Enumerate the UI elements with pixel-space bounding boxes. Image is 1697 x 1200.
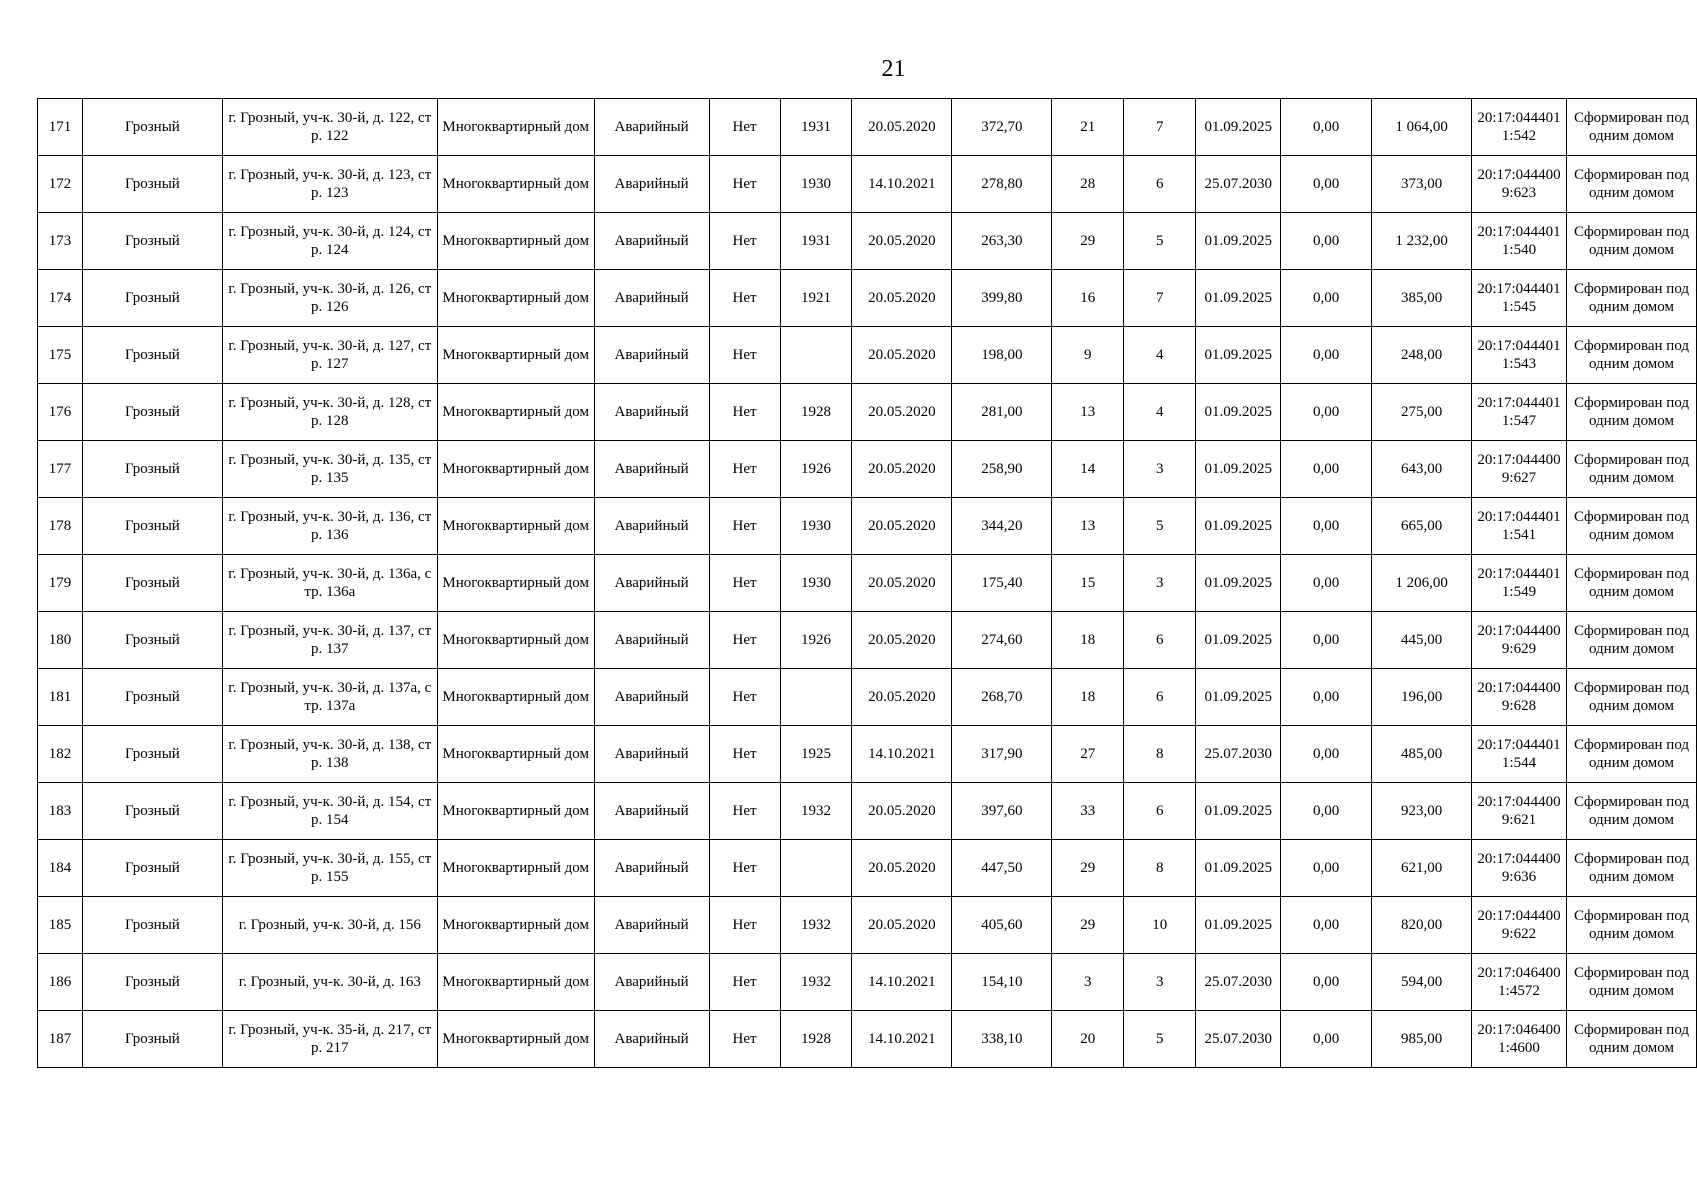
year-built-cell	[780, 840, 852, 897]
resettlement-deadline-cell: 25.07.2030	[1196, 954, 1281, 1011]
year-built-cell: 1931	[780, 213, 852, 270]
residents-cell: 27	[1052, 726, 1124, 783]
residents-cell: 9	[1052, 327, 1124, 384]
area-value-cell: 0,00	[1281, 555, 1372, 612]
condition-cell: Аварийный	[594, 498, 709, 555]
city-cell: Грозный	[82, 840, 222, 897]
flag-cell: Нет	[709, 270, 780, 327]
condition-cell: Аварийный	[594, 441, 709, 498]
recognition-date-cell: 20.05.2020	[852, 612, 952, 669]
table-row	[38, 498, 1697, 555]
cadastral-number-cell: 20:17:0444011:541	[1472, 498, 1567, 555]
recognition-date-cell: 14.10.2021	[852, 954, 952, 1011]
resettlement-deadline-cell: 01.09.2025	[1196, 99, 1281, 156]
land-area-cell: 275,00	[1372, 384, 1472, 441]
floor-area-cell: 268,70	[952, 669, 1052, 726]
flag-cell: Нет	[709, 897, 780, 954]
area-value-cell: 0,00	[1281, 783, 1372, 840]
row-number-cell: 172	[38, 156, 83, 213]
residents-cell: 20	[1052, 1011, 1124, 1068]
condition-cell: Аварийный	[594, 783, 709, 840]
cadastral-number-cell: 20:17:0444011:542	[1472, 99, 1567, 156]
land-status-cell: Сформирован под одним домом	[1566, 1011, 1696, 1068]
cadastral-number-cell: 20:17:0464001:4600	[1472, 1011, 1567, 1068]
table-row	[38, 612, 1697, 669]
cadastral-number-cell: 20:17:0444011:549	[1472, 555, 1567, 612]
table-row	[38, 441, 1697, 498]
address-cell: г. Грозный, уч-к. 30-й, д. 127, стр. 127	[222, 327, 437, 384]
city-cell: Грозный	[82, 612, 222, 669]
table-row	[38, 270, 1697, 327]
floor-area-cell: 405,60	[952, 897, 1052, 954]
city-cell: Грозный	[82, 555, 222, 612]
recognition-date-cell: 14.10.2021	[852, 1011, 952, 1068]
building-type-cell: Многоквартирный дом	[437, 441, 594, 498]
area-value-cell: 0,00	[1281, 726, 1372, 783]
building-type-cell: Многоквартирный дом	[437, 270, 594, 327]
land-area-cell: 445,00	[1372, 612, 1472, 669]
cadastral-number-cell: 20:17:0444011:545	[1472, 270, 1567, 327]
land-area-cell: 1 206,00	[1372, 555, 1472, 612]
table-row	[38, 726, 1697, 783]
land-status-cell: Сформирован под одним домом	[1566, 99, 1696, 156]
row-number-cell: 184	[38, 840, 83, 897]
land-area-cell: 665,00	[1372, 498, 1472, 555]
floor-area-cell: 175,40	[952, 555, 1052, 612]
city-cell: Грозный	[82, 1011, 222, 1068]
address-cell: г. Грозный, уч-к. 30-й, д. 163	[222, 954, 437, 1011]
flag-cell: Нет	[709, 384, 780, 441]
apartments-cell: 7	[1124, 270, 1196, 327]
land-status-cell: Сформирован под одним домом	[1566, 954, 1696, 1011]
building-type-cell: Многоквартирный дом	[437, 213, 594, 270]
address-cell: г. Грозный, уч-к. 30-й, д. 155, стр. 155	[222, 840, 437, 897]
year-built-cell: 1930	[780, 498, 852, 555]
apartments-cell: 4	[1124, 327, 1196, 384]
table-row	[38, 384, 1697, 441]
row-number-cell: 181	[38, 669, 83, 726]
area-value-cell: 0,00	[1281, 156, 1372, 213]
cadastral-number-cell: 20:17:0444011:547	[1472, 384, 1567, 441]
building-type-cell: Многоквартирный дом	[437, 327, 594, 384]
flag-cell: Нет	[709, 99, 780, 156]
land-status-cell: Сформирован под одним домом	[1566, 213, 1696, 270]
cadastral-number-cell: 20:17:0444011:540	[1472, 213, 1567, 270]
land-area-cell: 621,00	[1372, 840, 1472, 897]
land-area-cell: 196,00	[1372, 669, 1472, 726]
residents-cell: 13	[1052, 384, 1124, 441]
address-cell: г. Грозный, уч-к. 30-й, д. 126, стр. 126	[222, 270, 437, 327]
table-row	[38, 1011, 1697, 1068]
building-type-cell: Многоквартирный дом	[437, 99, 594, 156]
address-cell: г. Грозный, уч-к. 30-й, д. 154, стр. 154	[222, 783, 437, 840]
land-area-cell: 985,00	[1372, 1011, 1472, 1068]
land-status-cell: Сформирован под одним домом	[1566, 897, 1696, 954]
row-number-cell: 186	[38, 954, 83, 1011]
land-status-cell: Сформирован под одним домом	[1566, 555, 1696, 612]
city-cell: Грозный	[82, 270, 222, 327]
floor-area-cell: 258,90	[952, 441, 1052, 498]
floor-area-cell: 397,60	[952, 783, 1052, 840]
recognition-date-cell: 20.05.2020	[852, 669, 952, 726]
apartments-cell: 8	[1124, 726, 1196, 783]
resettlement-deadline-cell: 01.09.2025	[1196, 555, 1281, 612]
floor-area-cell: 263,30	[952, 213, 1052, 270]
recognition-date-cell: 20.05.2020	[852, 840, 952, 897]
year-built-cell: 1932	[780, 954, 852, 1011]
cadastral-number-cell: 20:17:0444009:621	[1472, 783, 1567, 840]
resettlement-deadline-cell: 01.09.2025	[1196, 270, 1281, 327]
row-number-cell: 183	[38, 783, 83, 840]
resettlement-deadline-cell: 01.09.2025	[1196, 669, 1281, 726]
resettlement-deadline-cell: 01.09.2025	[1196, 441, 1281, 498]
flag-cell: Нет	[709, 156, 780, 213]
row-number-cell: 176	[38, 384, 83, 441]
address-cell: г. Грозный, уч-к. 30-й, д. 156	[222, 897, 437, 954]
cadastral-number-cell: 20:17:0444009:628	[1472, 669, 1567, 726]
land-area-cell: 923,00	[1372, 783, 1472, 840]
resettlement-deadline-cell: 25.07.2030	[1196, 726, 1281, 783]
building-type-cell: Многоквартирный дом	[437, 1011, 594, 1068]
year-built-cell: 1930	[780, 156, 852, 213]
building-type-cell: Многоквартирный дом	[437, 897, 594, 954]
recognition-date-cell: 20.05.2020	[852, 213, 952, 270]
area-value-cell: 0,00	[1281, 99, 1372, 156]
area-value-cell: 0,00	[1281, 498, 1372, 555]
table-row	[38, 555, 1697, 612]
apartments-cell: 3	[1124, 555, 1196, 612]
area-value-cell: 0,00	[1281, 1011, 1372, 1068]
resettlement-deadline-cell: 01.09.2025	[1196, 327, 1281, 384]
apartments-cell: 6	[1124, 669, 1196, 726]
land-status-cell: Сформирован под одним домом	[1566, 441, 1696, 498]
condition-cell: Аварийный	[594, 327, 709, 384]
city-cell: Грозный	[82, 156, 222, 213]
land-area-cell: 248,00	[1372, 327, 1472, 384]
floor-area-cell: 338,10	[952, 1011, 1052, 1068]
year-built-cell: 1928	[780, 384, 852, 441]
row-number-cell: 182	[38, 726, 83, 783]
land-status-cell: Сформирован под одним домом	[1566, 840, 1696, 897]
city-cell: Грозный	[82, 441, 222, 498]
city-cell: Грозный	[82, 498, 222, 555]
apartments-cell: 10	[1124, 897, 1196, 954]
building-type-cell: Многоквартирный дом	[437, 498, 594, 555]
condition-cell: Аварийный	[594, 213, 709, 270]
table-row	[38, 783, 1697, 840]
city-cell: Грозный	[82, 954, 222, 1011]
row-number-cell: 174	[38, 270, 83, 327]
residents-cell: 29	[1052, 840, 1124, 897]
residents-cell: 13	[1052, 498, 1124, 555]
cadastral-number-cell: 20:17:0444011:544	[1472, 726, 1567, 783]
recognition-date-cell: 20.05.2020	[852, 270, 952, 327]
land-status-cell: Сформирован под одним домом	[1566, 669, 1696, 726]
city-cell: Грозный	[82, 897, 222, 954]
floor-area-cell: 344,20	[952, 498, 1052, 555]
address-cell: г. Грозный, уч-к. 30-й, д. 128, стр. 128	[222, 384, 437, 441]
building-type-cell: Многоквартирный дом	[437, 840, 594, 897]
row-number-cell: 187	[38, 1011, 83, 1068]
flag-cell: Нет	[709, 840, 780, 897]
area-value-cell: 0,00	[1281, 897, 1372, 954]
year-built-cell: 1931	[780, 99, 852, 156]
condition-cell: Аварийный	[594, 726, 709, 783]
apartments-cell: 3	[1124, 954, 1196, 1011]
cadastral-number-cell: 20:17:0444009:623	[1472, 156, 1567, 213]
building-type-cell: Многоквартирный дом	[437, 954, 594, 1011]
address-cell: г. Грозный, уч-к. 30-й, д. 122, стр. 122	[222, 99, 437, 156]
resettlement-deadline-cell: 01.09.2025	[1196, 384, 1281, 441]
building-type-cell: Многоквартирный дом	[437, 612, 594, 669]
year-built-cell	[780, 327, 852, 384]
residents-cell: 3	[1052, 954, 1124, 1011]
recognition-date-cell: 20.05.2020	[852, 555, 952, 612]
recognition-date-cell: 20.05.2020	[852, 327, 952, 384]
apartments-cell: 6	[1124, 156, 1196, 213]
year-built-cell: 1925	[780, 726, 852, 783]
condition-cell: Аварийный	[594, 954, 709, 1011]
apartments-cell: 3	[1124, 441, 1196, 498]
address-cell: г. Грозный, уч-к. 30-й, д. 138, стр. 138	[222, 726, 437, 783]
area-value-cell: 0,00	[1281, 384, 1372, 441]
apartments-cell: 5	[1124, 498, 1196, 555]
address-cell: г. Грозный, уч-к. 30-й, д. 137а, стр. 137а	[222, 669, 437, 726]
land-status-cell: Сформирован под одним домом	[1566, 270, 1696, 327]
condition-cell: Аварийный	[594, 612, 709, 669]
residents-cell: 29	[1052, 897, 1124, 954]
table-row	[38, 954, 1697, 1011]
flag-cell: Нет	[709, 669, 780, 726]
city-cell: Грозный	[82, 213, 222, 270]
apartments-cell: 4	[1124, 384, 1196, 441]
year-built-cell	[780, 669, 852, 726]
recognition-date-cell: 20.05.2020	[852, 384, 952, 441]
resettlement-deadline-cell: 01.09.2025	[1196, 840, 1281, 897]
area-value-cell: 0,00	[1281, 612, 1372, 669]
area-value-cell: 0,00	[1281, 327, 1372, 384]
row-number-cell: 185	[38, 897, 83, 954]
floor-area-cell: 399,80	[952, 270, 1052, 327]
flag-cell: Нет	[709, 327, 780, 384]
flag-cell: Нет	[709, 498, 780, 555]
address-cell: г. Грозный, уч-к. 30-й, д. 135, стр. 135	[222, 441, 437, 498]
land-status-cell: Сформирован под одним домом	[1566, 612, 1696, 669]
row-number-cell: 171	[38, 99, 83, 156]
recognition-date-cell: 14.10.2021	[852, 726, 952, 783]
flag-cell: Нет	[709, 1011, 780, 1068]
recognition-date-cell: 20.05.2020	[852, 897, 952, 954]
area-value-cell: 0,00	[1281, 441, 1372, 498]
land-status-cell: Сформирован под одним домом	[1566, 726, 1696, 783]
apartments-cell: 8	[1124, 840, 1196, 897]
building-type-cell: Многоквартирный дом	[437, 726, 594, 783]
building-type-cell: Многоквартирный дом	[437, 384, 594, 441]
city-cell: Грозный	[82, 726, 222, 783]
building-type-cell: Многоквартирный дом	[437, 156, 594, 213]
residents-cell: 18	[1052, 669, 1124, 726]
apartments-cell: 5	[1124, 1011, 1196, 1068]
land-area-cell: 1 064,00	[1372, 99, 1472, 156]
row-number-cell: 175	[38, 327, 83, 384]
year-built-cell: 1926	[780, 612, 852, 669]
flag-cell: Нет	[709, 213, 780, 270]
land-area-cell: 594,00	[1372, 954, 1472, 1011]
residents-cell: 14	[1052, 441, 1124, 498]
city-cell: Грозный	[82, 327, 222, 384]
address-cell: г. Грозный, уч-к. 30-й, д. 137, стр. 137	[222, 612, 437, 669]
row-number-cell: 180	[38, 612, 83, 669]
flag-cell: Нет	[709, 783, 780, 840]
table-row	[38, 897, 1697, 954]
land-area-cell: 1 232,00	[1372, 213, 1472, 270]
row-number-cell: 173	[38, 213, 83, 270]
housing-registry-table	[37, 98, 1697, 1068]
flag-cell: Нет	[709, 555, 780, 612]
cadastral-number-cell: 20:17:0444009:636	[1472, 840, 1567, 897]
land-status-cell: Сформирован под одним домом	[1566, 327, 1696, 384]
city-cell: Грозный	[82, 669, 222, 726]
table-row	[38, 327, 1697, 384]
condition-cell: Аварийный	[594, 669, 709, 726]
building-type-cell: Многоквартирный дом	[437, 669, 594, 726]
condition-cell: Аварийный	[594, 1011, 709, 1068]
row-number-cell: 178	[38, 498, 83, 555]
year-built-cell: 1930	[780, 555, 852, 612]
flag-cell: Нет	[709, 726, 780, 783]
recognition-date-cell: 14.10.2021	[852, 156, 952, 213]
table-row	[38, 840, 1697, 897]
resettlement-deadline-cell: 01.09.2025	[1196, 897, 1281, 954]
area-value-cell: 0,00	[1281, 840, 1372, 897]
resettlement-deadline-cell: 01.09.2025	[1196, 612, 1281, 669]
table-row	[38, 156, 1697, 213]
page-number: 21	[881, 56, 906, 82]
land-area-cell: 820,00	[1372, 897, 1472, 954]
row-number-cell: 179	[38, 555, 83, 612]
condition-cell: Аварийный	[594, 897, 709, 954]
recognition-date-cell: 20.05.2020	[852, 441, 952, 498]
resettlement-deadline-cell: 01.09.2025	[1196, 783, 1281, 840]
city-cell: Грозный	[82, 99, 222, 156]
land-area-cell: 485,00	[1372, 726, 1472, 783]
recognition-date-cell: 20.05.2020	[852, 498, 952, 555]
resettlement-deadline-cell: 25.07.2030	[1196, 156, 1281, 213]
resettlement-deadline-cell: 01.09.2025	[1196, 498, 1281, 555]
building-type-cell: Многоквартирный дом	[437, 783, 594, 840]
table-row	[38, 669, 1697, 726]
cadastral-number-cell: 20:17:0444009:629	[1472, 612, 1567, 669]
floor-area-cell: 274,60	[952, 612, 1052, 669]
flag-cell: Нет	[709, 954, 780, 1011]
year-built-cell: 1932	[780, 783, 852, 840]
flag-cell: Нет	[709, 612, 780, 669]
address-cell: г. Грозный, уч-к. 30-й, д. 124, стр. 124	[222, 213, 437, 270]
residents-cell: 29	[1052, 213, 1124, 270]
floor-area-cell: 278,80	[952, 156, 1052, 213]
year-built-cell: 1928	[780, 1011, 852, 1068]
apartments-cell: 6	[1124, 612, 1196, 669]
table-body	[38, 99, 1697, 1068]
city-cell: Грозный	[82, 783, 222, 840]
floor-area-cell: 198,00	[952, 327, 1052, 384]
condition-cell: Аварийный	[594, 555, 709, 612]
land-area-cell: 385,00	[1372, 270, 1472, 327]
recognition-date-cell: 20.05.2020	[852, 783, 952, 840]
area-value-cell: 0,00	[1281, 270, 1372, 327]
floor-area-cell: 372,70	[952, 99, 1052, 156]
land-area-cell: 373,00	[1372, 156, 1472, 213]
year-built-cell: 1921	[780, 270, 852, 327]
address-cell: г. Грозный, уч-к. 30-й, д. 123, стр. 123	[222, 156, 437, 213]
cadastral-number-cell: 20:17:0444009:627	[1472, 441, 1567, 498]
land-status-cell: Сформирован под одним домом	[1566, 498, 1696, 555]
table-row	[38, 99, 1697, 156]
area-value-cell: 0,00	[1281, 669, 1372, 726]
residents-cell: 28	[1052, 156, 1124, 213]
condition-cell: Аварийный	[594, 384, 709, 441]
recognition-date-cell: 20.05.2020	[852, 99, 952, 156]
residents-cell: 33	[1052, 783, 1124, 840]
land-area-cell: 643,00	[1372, 441, 1472, 498]
condition-cell: Аварийный	[594, 270, 709, 327]
row-number-cell: 177	[38, 441, 83, 498]
apartments-cell: 6	[1124, 783, 1196, 840]
flag-cell: Нет	[709, 441, 780, 498]
area-value-cell: 0,00	[1281, 213, 1372, 270]
table-row	[38, 213, 1697, 270]
building-type-cell: Многоквартирный дом	[437, 555, 594, 612]
resettlement-deadline-cell: 01.09.2025	[1196, 213, 1281, 270]
land-status-cell: Сформирован под одним домом	[1566, 156, 1696, 213]
year-built-cell: 1932	[780, 897, 852, 954]
cadastral-number-cell: 20:17:0444011:543	[1472, 327, 1567, 384]
residents-cell: 16	[1052, 270, 1124, 327]
floor-area-cell: 154,10	[952, 954, 1052, 1011]
apartments-cell: 5	[1124, 213, 1196, 270]
condition-cell: Аварийный	[594, 99, 709, 156]
land-status-cell: Сформирован под одним домом	[1566, 384, 1696, 441]
residents-cell: 21	[1052, 99, 1124, 156]
cadastral-number-cell: 20:17:0444009:622	[1472, 897, 1567, 954]
condition-cell: Аварийный	[594, 840, 709, 897]
floor-area-cell: 317,90	[952, 726, 1052, 783]
apartments-cell: 7	[1124, 99, 1196, 156]
year-built-cell: 1926	[780, 441, 852, 498]
condition-cell: Аварийный	[594, 156, 709, 213]
land-status-cell: Сформирован под одним домом	[1566, 783, 1696, 840]
address-cell: г. Грозный, уч-к. 35-й, д. 217, стр. 217	[222, 1011, 437, 1068]
floor-area-cell: 447,50	[952, 840, 1052, 897]
floor-area-cell: 281,00	[952, 384, 1052, 441]
residents-cell: 15	[1052, 555, 1124, 612]
cadastral-number-cell: 20:17:0464001:4572	[1472, 954, 1567, 1011]
resettlement-deadline-cell: 25.07.2030	[1196, 1011, 1281, 1068]
address-cell: г. Грозный, уч-к. 30-й, д. 136а, стр. 136а	[222, 555, 437, 612]
residents-cell: 18	[1052, 612, 1124, 669]
area-value-cell: 0,00	[1281, 954, 1372, 1011]
city-cell: Грозный	[82, 384, 222, 441]
address-cell: г. Грозный, уч-к. 30-й, д. 136, стр. 136	[222, 498, 437, 555]
